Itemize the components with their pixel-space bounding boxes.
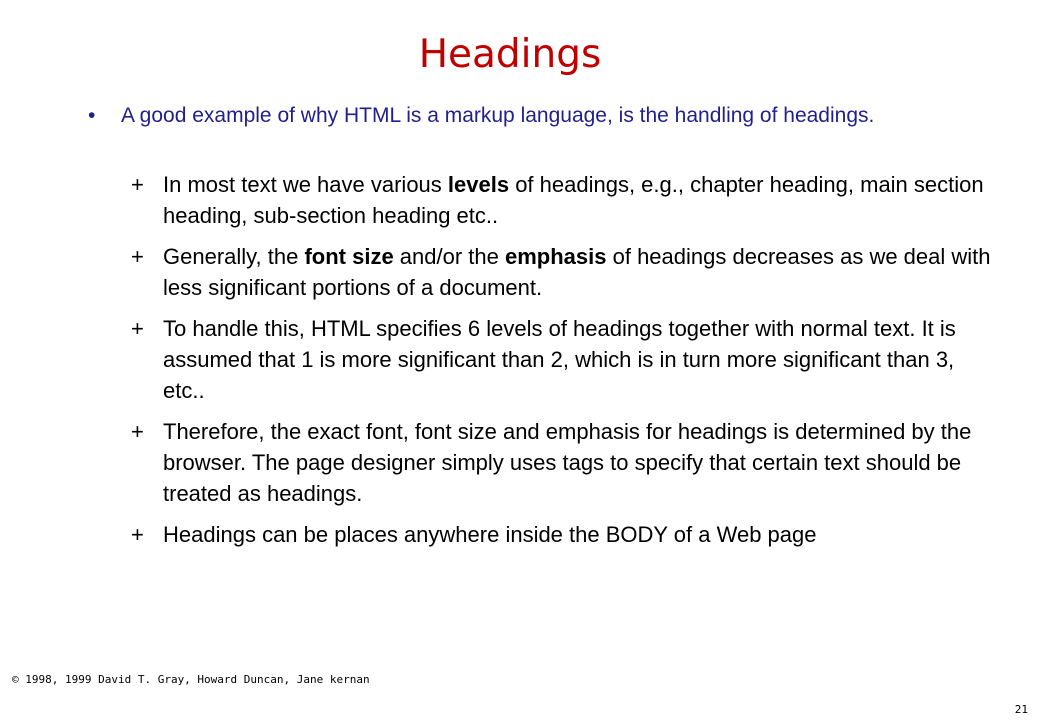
plus-marker-icon: +: [131, 522, 144, 547]
plus-marker-icon: +: [131, 316, 144, 341]
sub-bullet-item: [131, 241, 991, 303]
footer-copyright: © 1998, 1999 David T. Gray, Howard Duncan, Jane kernan: [12, 673, 370, 686]
main-bullet-list: [88, 100, 968, 131]
sub-bullet-text: Therefore, the exact font, font size and emphasis for headings is determined by the browser. The page designer simply uses tags to specify that certain text should be treated as headings.: [163, 419, 972, 506]
sub-bullet-text: In most text we have various levels of headings, e.g., chapter heading, main section heading, sub-section heading etc..: [163, 172, 984, 228]
plus-marker-icon: +: [131, 172, 144, 197]
sub-bullet-item: [131, 519, 991, 550]
emphasis-emphasis: emphasis: [505, 244, 607, 269]
slide-title: Headings: [418, 32, 602, 77]
sub-bullet-text: Headings can be places anywhere inside the BODY of a Web page: [163, 522, 817, 547]
sub-bullet-text: To handle this, HTML specifies 6 levels of headings together with normal text. It is assumed that 1 is more significant than 2, which is in turn more significant than 3, etc..: [163, 316, 956, 403]
plus-marker-icon: +: [131, 244, 144, 269]
sub-bullet-item: [131, 169, 991, 231]
sub-bullet-item: [131, 313, 991, 406]
emphasis-levels: levels: [447, 172, 510, 197]
main-bullet-item: [88, 100, 968, 131]
main-bullet-text: A good example of why HTML is a markup language, is the handling of headings.: [121, 104, 875, 127]
sub-bullet-text: Generally, the font size and/or the emphasis of headings decreases as we deal with less significant portions of a document.: [163, 244, 991, 300]
plus-marker-icon: +: [131, 419, 144, 444]
sub-bullet-item: [131, 416, 991, 509]
emphasis-font-size: font size: [304, 244, 394, 269]
bullet-dot-icon: •: [88, 104, 96, 127]
sub-bullet-list: [131, 169, 991, 560]
page-number: 21: [1014, 703, 1028, 716]
